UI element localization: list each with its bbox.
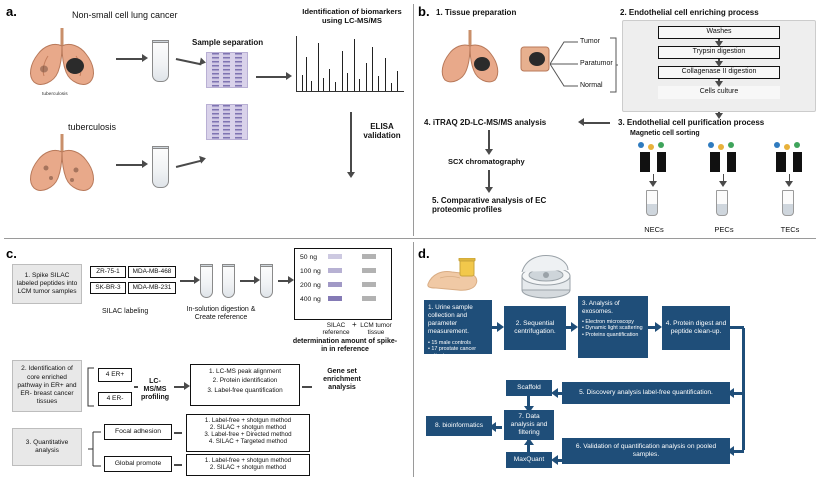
panel-b-step5-label: 5. Comparative analysis of EC proteomic profiles bbox=[432, 196, 547, 215]
panel-d-step2-box: 2. Sequential centrifugation. bbox=[504, 306, 566, 350]
arrowhead-d-step2-to-step3 bbox=[571, 322, 578, 332]
ms-peak bbox=[397, 71, 398, 91]
panel-b-tecs-label: TECs bbox=[780, 225, 800, 234]
arrow-gel-to-ms bbox=[256, 76, 286, 78]
software-maxquant-box: MaxQuant bbox=[506, 452, 552, 468]
panel-d-label: d. bbox=[418, 246, 430, 261]
panel-b-pecs-label: PECs bbox=[714, 225, 734, 234]
arrowhead-step4-to-scx bbox=[485, 149, 493, 155]
er-positive-box: 4 ER+ bbox=[98, 368, 132, 382]
panel-b-step4-label: 4. iTRAQ 2D-LC-MS/MS analysis bbox=[424, 118, 547, 127]
ms-peak bbox=[354, 39, 355, 91]
ms-spectrum bbox=[296, 36, 406, 94]
cell-dot bbox=[708, 142, 714, 148]
cell-line-mda-mb-468: MDA-MB-468 bbox=[128, 266, 176, 278]
arrowhead-gel-to-ms bbox=[286, 72, 292, 80]
gel-lane bbox=[223, 105, 230, 139]
cell-dot bbox=[774, 142, 780, 148]
ms-peak bbox=[372, 47, 373, 91]
ladder-caption-lcm-tumor: LCM tumor tissue bbox=[360, 322, 392, 337]
panel-d-step3-sub-1: • Electron microscopy bbox=[582, 319, 634, 325]
arrowhead-d-step5-to-scaffold bbox=[551, 388, 558, 398]
cell-dot bbox=[794, 142, 800, 148]
panel-d-step1-box bbox=[424, 300, 492, 359]
panel-d-step6-box: 6. Validation of quantification analysis on pooled samples. bbox=[562, 438, 730, 464]
panel-d-step4-box: 4. Protein digest and peptide clean-up. bbox=[662, 306, 730, 350]
magnetic-sorting-column-pec bbox=[700, 142, 748, 222]
collection-tube bbox=[782, 190, 794, 216]
panel-a-sample-separation-label: Sample separation bbox=[192, 38, 264, 47]
panel-d-step1-label: 1. Urine sample collection and parameter measurement. bbox=[428, 304, 473, 335]
ladder-200ng: 200 ng bbox=[300, 282, 321, 289]
tissue-sample bbox=[520, 46, 550, 72]
cell-line-sk-br-3: SK-BR-3 bbox=[90, 282, 126, 294]
panel-c-in-solution-label: In-solution digestion & Create reference bbox=[186, 306, 256, 322]
arrowhead-d-step7-to-step8 bbox=[489, 422, 496, 432]
arrowhead-tb-to-tube bbox=[142, 160, 148, 168]
panel-divider-horizontal bbox=[4, 238, 816, 239]
ms-peak bbox=[347, 73, 348, 91]
arrowhead-cancer-to-tube bbox=[142, 54, 148, 62]
panel-c-lcms-profiling-label: LC-MS/MS profiling bbox=[141, 378, 169, 402]
arrowhead-d-step3-to-step4 bbox=[655, 322, 662, 332]
panel-d-step1-sub-1: • 15 male controls bbox=[428, 340, 471, 346]
er-bracket bbox=[86, 366, 96, 408]
global-method-2: 2. SILAC + shotgun method bbox=[209, 464, 287, 472]
arrowhead-washes-to-trypsin bbox=[715, 41, 723, 47]
panel-a-identification-label: Identification of biomarkers using LC-MS/MS bbox=[302, 7, 402, 25]
panel-a-title-cancer: Non-small cell lung cancer bbox=[72, 10, 178, 20]
arrow-tube-to-gel-top bbox=[176, 58, 202, 65]
panel-d-step3-label: 3. Analysis of exosomes. bbox=[582, 300, 620, 315]
magnet-slot bbox=[786, 152, 793, 172]
ms-peak bbox=[366, 63, 367, 91]
ladder-plus-sign: + bbox=[352, 320, 357, 329]
focal-method-4: 4. SILAC + Targeted method bbox=[208, 438, 288, 446]
arrow-reference-to-ladder bbox=[278, 280, 288, 282]
panel-b-label: b. bbox=[418, 4, 430, 19]
panel-b-tumor-label: Tumor bbox=[580, 38, 600, 45]
cell-line-mda-mb-231: MDA-MB-231 bbox=[128, 282, 176, 294]
arrowhead-magnet-to-tube bbox=[649, 181, 657, 187]
enrich-step-cells-culture: Cells culture bbox=[658, 86, 780, 99]
arrowhead-d-scaffold-to-step7 bbox=[524, 406, 534, 413]
tube-cap bbox=[152, 146, 169, 149]
panel-a-elisa-label: ELISA validation bbox=[363, 122, 401, 141]
cell-line-zr-75-1: ZR-75-1 bbox=[90, 266, 126, 278]
gel-lane bbox=[235, 53, 242, 87]
arrowhead-scx-to-step5 bbox=[485, 187, 493, 193]
focal-methods-box bbox=[186, 414, 310, 452]
arrow-tubes-to-reference bbox=[240, 280, 254, 282]
panel-a-label: a. bbox=[6, 4, 17, 19]
panel-c-label: c. bbox=[6, 246, 17, 261]
sample-tube-cancer bbox=[152, 40, 169, 82]
focal-method-2: 2. SILAC + shotgun method bbox=[209, 424, 287, 432]
ladder-bands-left bbox=[328, 252, 342, 316]
analysis-step-1: 1. LC-MS peak alignment bbox=[208, 368, 282, 375]
ms-peak bbox=[378, 76, 379, 91]
arrowhead-collagenase-to-culture bbox=[715, 81, 723, 87]
arrowhead-d-step6-in bbox=[727, 446, 734, 456]
gel-image-bottom bbox=[206, 104, 248, 140]
ms-peak bbox=[311, 81, 312, 91]
tube-cap bbox=[152, 40, 169, 43]
panel-a-title-tb: tuberculosis bbox=[68, 122, 117, 132]
ladder-400ng: 400 ng bbox=[300, 296, 321, 303]
arrow-step3-to-step4 bbox=[584, 122, 610, 124]
magnetic-sorting-column-tec bbox=[766, 142, 814, 222]
arrow-er-to-lcms bbox=[134, 386, 138, 388]
arrowhead-d-step1-to-step2 bbox=[497, 322, 504, 332]
focal-method-3: 3. Label-free + Directed method bbox=[204, 431, 292, 439]
arrowhead-to-elisa bbox=[347, 172, 355, 178]
ladder-bands-right bbox=[362, 252, 376, 316]
panel-b-step3-sub-label: Magnetic cell sorting bbox=[630, 130, 700, 137]
arrow-scx-to-step5 bbox=[488, 170, 490, 188]
digestion-tube-2 bbox=[222, 264, 235, 298]
arrowhead-d-step6-to-maxquant bbox=[551, 455, 558, 465]
global-promote-box: Global promote bbox=[104, 456, 172, 472]
panel-c-step1-box: 1. Spike SILAC labeled peptides into LCM tumor samples bbox=[12, 264, 82, 304]
cell-dot bbox=[648, 144, 654, 150]
ms-peak bbox=[335, 82, 336, 91]
analysis-step-2: 2. Protein identification bbox=[212, 377, 278, 385]
reference-tube bbox=[260, 264, 273, 298]
panel-d-step7-box: 7. Data analysis and filtering bbox=[504, 410, 554, 440]
collection-tube bbox=[716, 190, 728, 216]
magnet-block bbox=[640, 152, 666, 172]
quant-bracket bbox=[88, 424, 102, 474]
gel-lane bbox=[212, 105, 219, 139]
arrowhead-d-step5-in bbox=[727, 388, 734, 398]
magnet-slot bbox=[650, 152, 657, 172]
digestion-tube-1 bbox=[200, 264, 213, 298]
analysis-steps-box bbox=[190, 364, 300, 406]
panel-c-step2-box: 2. Identification of core enriched pathway in ER+ and ER- breast cancer tissues bbox=[12, 360, 82, 412]
arrowhead-trypsin-to-collagenase bbox=[715, 61, 723, 67]
cell-dot bbox=[728, 142, 734, 148]
arrow-tube-to-gel-bottom bbox=[176, 160, 202, 168]
arrow-to-elisa bbox=[350, 112, 352, 172]
gel-lane bbox=[212, 53, 219, 87]
ms-peak bbox=[385, 58, 386, 91]
global-method-1: 1. Label-free + shotgun method bbox=[204, 457, 292, 464]
arrow-step4-to-scx bbox=[488, 130, 490, 150]
tissue-leader-lines bbox=[550, 36, 580, 92]
lung-illustration-tissue-prep bbox=[428, 26, 512, 88]
software-scaffold-box: Scaffold bbox=[506, 380, 552, 396]
ms-peak bbox=[323, 78, 324, 91]
ms-peak bbox=[391, 83, 392, 91]
tube-cap bbox=[260, 264, 273, 267]
ms-peak bbox=[306, 57, 307, 91]
cell-dot bbox=[718, 144, 724, 150]
focal-adhesion-box: Focal adhesion bbox=[104, 424, 172, 440]
gel-lane bbox=[235, 105, 242, 139]
er-negative-box: 4 ER- bbox=[98, 392, 132, 406]
magnet-block bbox=[710, 152, 736, 172]
panel-c-gene-set-label: Gene set enrichment analysis bbox=[323, 368, 361, 392]
panel-c bbox=[0, 240, 412, 481]
panel-a bbox=[0, 0, 412, 238]
panel-d bbox=[414, 240, 820, 481]
arrowhead-magnet-to-tube bbox=[785, 181, 793, 187]
arrow-focal-to-methods bbox=[174, 432, 182, 434]
ladder-50ng: 50 ng bbox=[300, 254, 318, 261]
panel-b-step2-label: 2. Endothelial cell enriching process bbox=[620, 8, 759, 17]
analysis-step-3: 3. Label-free quantification bbox=[207, 386, 283, 394]
panel-b-scx-label: SCX chromatography bbox=[448, 157, 525, 166]
focal-method-1: 1. Label-free + shotgun method bbox=[204, 417, 292, 424]
magnet-block bbox=[776, 152, 802, 172]
panel-c-step3-box: 3. Quantitative analysis bbox=[12, 428, 82, 466]
gel-lane bbox=[223, 53, 230, 87]
tissue-right-bracket bbox=[610, 36, 618, 94]
panel-b-paratumor-label: Paratumor bbox=[580, 60, 613, 67]
arrow-lcms-to-analysis bbox=[174, 386, 184, 388]
panel-d-step3-sub-3: • Proteins quantification bbox=[582, 331, 639, 338]
ms-peak bbox=[342, 51, 343, 91]
arrow-d-step4-to-step5-h bbox=[730, 326, 744, 329]
urine-collection-illustration bbox=[426, 258, 484, 298]
cell-dot bbox=[658, 142, 664, 148]
ms-peak bbox=[359, 79, 360, 91]
panel-b-step3-label: 3. Endothelial cell purification process bbox=[618, 118, 765, 127]
arrow-cells-to-tubes bbox=[180, 280, 194, 282]
arrow-d-step4-to-step5-v bbox=[742, 328, 745, 393]
ms-peak bbox=[302, 75, 303, 91]
sample-tube-tb bbox=[152, 146, 169, 188]
panel-d-step3-sub-2: • Dynamic light scattering bbox=[582, 325, 643, 332]
panel-d-step8-box: 8. bioinformatics bbox=[426, 416, 492, 436]
arrowhead-magnet-to-tube bbox=[719, 181, 727, 187]
magnet-slot bbox=[720, 152, 727, 172]
enrich-step-collagenase: Collagenase II digestion bbox=[658, 66, 780, 79]
arrowhead-tube-to-gel-bottom bbox=[199, 154, 207, 163]
panel-c-determination-label: determination amount of spike-in in reference bbox=[292, 338, 398, 354]
ms-axis-y bbox=[296, 36, 297, 92]
panel-a-caption-tb-small: tuberculosis bbox=[42, 92, 68, 97]
ms-axis-x bbox=[296, 91, 404, 92]
lung-illustration-tb bbox=[14, 128, 110, 194]
ladder-caption-silac-reference: SILAC reference bbox=[322, 322, 350, 337]
global-methods-box bbox=[186, 454, 310, 476]
arrow-cancer-to-tube bbox=[116, 58, 142, 60]
magnetic-sorting-column-nec bbox=[630, 142, 678, 222]
arrow-global-to-methods bbox=[174, 464, 182, 466]
tube-cap bbox=[222, 264, 235, 267]
ladder-100ng: 100 ng bbox=[300, 268, 321, 275]
arrowhead-step2-to-step3 bbox=[715, 113, 723, 119]
arrow-analysis-to-geneset bbox=[302, 386, 312, 388]
collection-tube bbox=[646, 190, 658, 216]
panel-d-step1-sub-2: • 17 prostate cancer patients bbox=[428, 346, 477, 359]
cell-dot bbox=[784, 144, 790, 150]
arrowhead-step3-to-step4 bbox=[578, 118, 584, 126]
tube-cap bbox=[200, 264, 213, 267]
panel-d-step5-box: 5. Discovery analysis label-free quantification. bbox=[562, 382, 730, 404]
gel-image-top bbox=[206, 52, 248, 88]
panel-d-step3-box bbox=[578, 296, 648, 358]
arrowhead-d-maxquant-to-step7 bbox=[524, 438, 534, 445]
centrifuge-illustration bbox=[518, 254, 574, 300]
panel-b-step1-label: 1. Tissue preparation bbox=[436, 8, 517, 17]
ms-peak bbox=[329, 69, 330, 91]
arrow-d-step5-to-step6 bbox=[742, 392, 745, 450]
panel-b-normal-label: Normal bbox=[580, 82, 603, 89]
ms-peak bbox=[318, 43, 319, 91]
panel-b-necs-label: NECs bbox=[644, 225, 664, 234]
panel-c-silac-labeling-label: SILAC labeling bbox=[102, 308, 149, 315]
enrich-step-trypsin: Trypsin digestion bbox=[658, 46, 780, 59]
arrow-tb-to-tube bbox=[116, 164, 142, 166]
panel-b bbox=[414, 0, 820, 238]
cell-dot bbox=[638, 142, 644, 148]
lung-illustration-cancer bbox=[14, 22, 110, 88]
enrich-step-washes: Washes bbox=[658, 26, 780, 39]
